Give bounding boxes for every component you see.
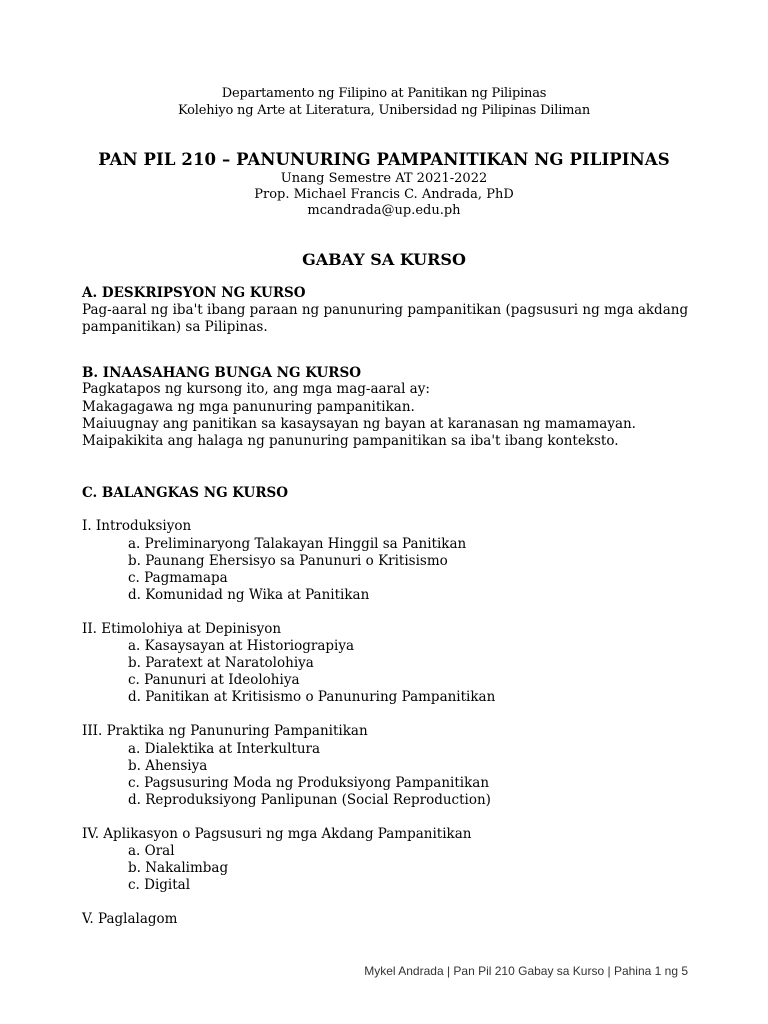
course-title: PAN PIL 210 – PANUNURING PAMPANITIKAN NG PILIPINAS <box>98 150 670 169</box>
outline-subitem: a. Oral <box>128 843 175 859</box>
outline-subitem: a. Kasaysayan at Historiograpiya <box>128 638 355 654</box>
outline-topic: I. Introduksiyon <box>82 518 192 534</box>
section-b-line: Maiuugnay ang panitikan sa kasaysayan ng bayan at karanasan ng mamamayan. <box>82 416 636 432</box>
outline-subitem: d. Komunidad ng Wika at Panitikan <box>128 587 370 603</box>
outline-subitem: c. Panunuri at Ideolohiya <box>128 672 300 688</box>
section-b-line: Maipakikita ang halaga ng panunuring pampanitikan sa iba't ibang konteksto. <box>82 433 619 449</box>
outline-topic: III. Praktika ng Panunuring Pampanitikan <box>82 723 368 739</box>
college-name: Kolehiyo ng Arte at Literatura, Unibersidad ng Pilipinas Diliman <box>177 103 591 118</box>
professor-name: Prop. Michael Francis C. Andrada, PhD <box>254 187 514 202</box>
professor-email: mcandrada@up.edu.ph <box>307 203 461 218</box>
outline-subitem: c. Pagsusuring Moda ng Produksiyong Pampanitikan <box>128 775 490 791</box>
outline-subitem: b. Ahensiya <box>128 758 208 774</box>
outline-subitem: c. Digital <box>128 877 191 893</box>
outline-topic: IV. Aplikasyon o Pagsusuri ng mga Akdang Pampanitikan <box>82 826 472 842</box>
outline-subitem: a. Preliminaryong Talakayan Hinggil sa Panitikan <box>128 536 467 552</box>
section-b-line: Makagagawa ng mga panunuring pampanitikan. <box>82 399 415 415</box>
section-b-line: Pagkatapos ng kursong ito, ang mga mag-aaral ay: <box>82 381 430 397</box>
outline-subitem: b. Paunang Ehersisyo sa Panunuri o Kritisismo <box>128 553 448 569</box>
outline-subitem: d. Reproduksiyong Panlipunan (Social Reproduction) <box>128 792 491 808</box>
outline-subitem: b. Paratext at Naratolohiya <box>128 655 314 671</box>
page-footer: Mykel Andrada | Pan Pil 210 Gabay sa Kurso | Pahina 1 ng 5 <box>364 964 688 978</box>
section-b-heading: B. INAASAHANG BUNGA NG KURSO <box>82 365 361 381</box>
outline-subitem: a. Dialektika at Interkultura <box>128 741 321 757</box>
semester: Unang Semestre AT 2021-2022 <box>280 171 488 186</box>
section-a-heading: A. DESKRIPSYON NG KURSO <box>82 285 306 301</box>
department-name: Departamento ng Filipino at Panitikan ng Pilipinas <box>221 86 547 101</box>
section-c-heading: C. BALANGKAS NG KURSO <box>82 485 289 501</box>
outline-topic: II. Etimolohiya at Depinisyon <box>82 621 282 637</box>
outline-subitem: c. Pagmamapa <box>128 570 228 586</box>
outline-subitem: b. Nakalimbag <box>128 860 229 876</box>
outline-subitem: d. Panitikan at Kritisismo o Panunuring Pampanitikan <box>128 689 496 705</box>
outline-topic: V. Paglalagom <box>82 911 178 927</box>
document-title: GABAY SA KURSO <box>302 250 466 269</box>
section-a-body: Pag-aaral ng iba't ibang paraan ng panunuring pampanitikan (pagsusuri ng mga akdang pampanitikan) sa Pilipinas. <box>82 302 689 335</box>
